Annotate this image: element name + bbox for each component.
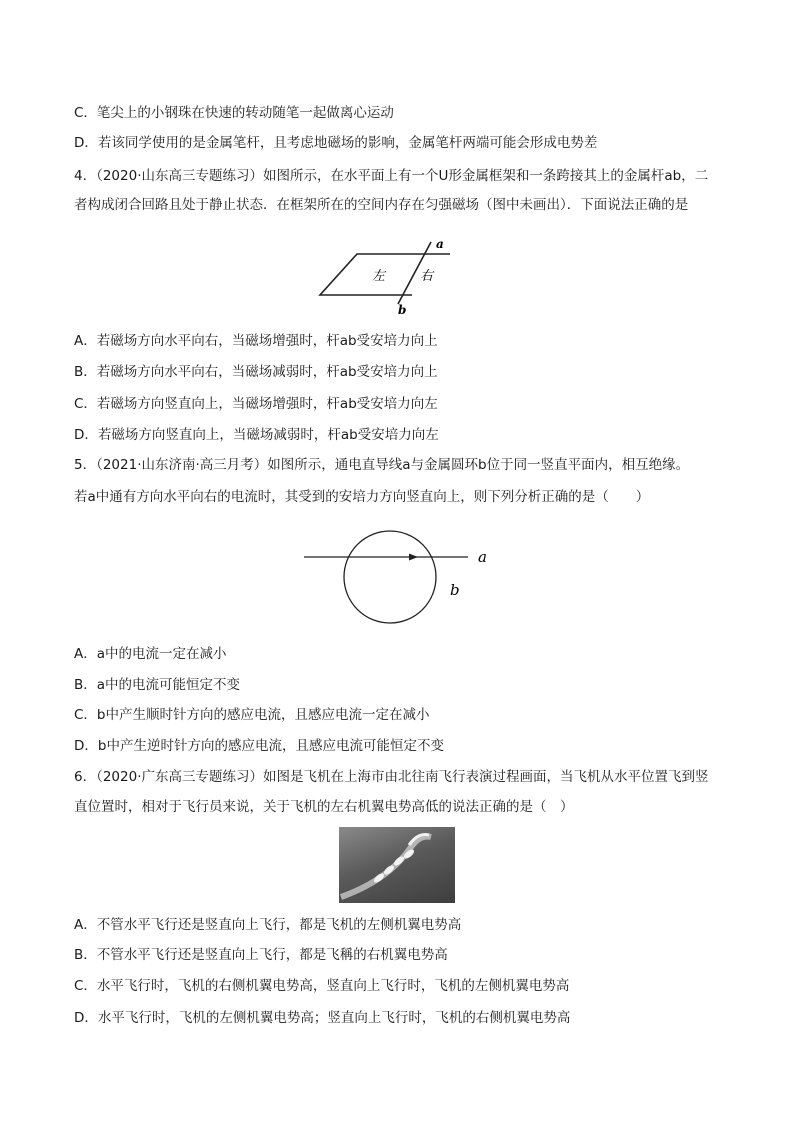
line-q5-b: B．a中的电流可能恒定不变	[74, 677, 241, 693]
line-q4-stem-1: 4．（2020·山东高三专题练习）如图所示，在水平面上有一个U形金属框架和一条跨接其上的金属杆ab，二	[74, 168, 709, 184]
label-b: b	[450, 581, 460, 599]
label-right: 右	[420, 269, 434, 284]
line-q6-stem-1: 6．（2020·广东高三专题练习）如图是飞机在上海市由北往南飞行表演过程画面，当飞机从水平位置飞到竖	[74, 769, 709, 785]
label-b: b	[398, 303, 407, 316]
metal-ring-b	[344, 531, 436, 623]
line-q4-b: B．若磁场方向水平向右，当磁场减弱时，杆ab受安培力向上	[74, 364, 438, 380]
label-a: a	[436, 237, 444, 251]
line-q3-c: C．笔尖上的小钢珠在快速的转动随笔一起做离心运动	[74, 105, 394, 121]
wire-ring-figure	[296, 520, 496, 630]
line-q5-stem-2: 若a中通有方向水平向右的电流时，其受到的安培力方向竖直向上，则下列分析正确的是（ ）	[74, 489, 650, 505]
airshow-photo	[339, 827, 455, 903]
line-q4-stem-2: 者构成闭合回路且处于静止状态．在框架所在的空间内存在匀强磁场（图中未画出）．下面说法正确的是	[74, 197, 689, 213]
line-q4-a: A．若磁场方向水平向右，当磁场增强时，杆ab受安培力向上	[74, 333, 438, 349]
line-q5-d: D．b中产生逆时针方向的感应电流，且感应电流可能恒定不变	[74, 738, 444, 754]
line-q6-b: B．不管水平飞行还是竖直向上飞行，都是飞稱的右机翼电势高	[74, 947, 448, 963]
u-frame-figure	[310, 236, 470, 316]
line-q6-d: D．水平飞行时，飞机的左侧机翼电势高；竖直向上飞行时，飞机的右侧机翼电势高	[74, 1010, 571, 1026]
line-q3-d: D．若该同学使用的是金属笔杆，且考虑地磁场的影响，金属笔杆两端可能会形成电势差	[74, 135, 598, 151]
label-left: 左	[372, 269, 386, 284]
line-q4-d: D．若磁场方向竖直向上，当磁场减弱时，杆ab受安培力向左	[74, 427, 439, 443]
current-arrow-icon	[409, 554, 418, 561]
line-q6-stem-2: 直位置时，相对于飞行员来说，关于飞机的左右机翼电势高低的说法正确的是（ ）	[74, 799, 574, 815]
line-q5-stem-1: 5．（2021·山东济南·高三月考）如图所示，通电直导线a与金属圆环b位于同一竖直平面内，相互绝缘。	[74, 457, 690, 473]
line-q4-c: C．若磁场方向竖直向上，当磁场增强时，杆ab受安培力向左	[74, 396, 438, 412]
line-q5-c: C．b中产生顺时针方向的感应电流，且感应电流一定在减小	[74, 707, 430, 723]
line-q5-a: A．a中的电流一定在减小	[74, 646, 227, 662]
smoke-trail	[341, 836, 431, 897]
label-a: a	[478, 548, 487, 566]
line-q6-a: A．不管水平飞行还是竖直向上飞行，都是飞机的左侧机翼电势高	[74, 917, 462, 933]
line-q6-c: C．水平飞行时，飞机的右侧机翼电势高，竖直向上飞行时，飞机的左侧机翼电势高	[74, 978, 570, 994]
